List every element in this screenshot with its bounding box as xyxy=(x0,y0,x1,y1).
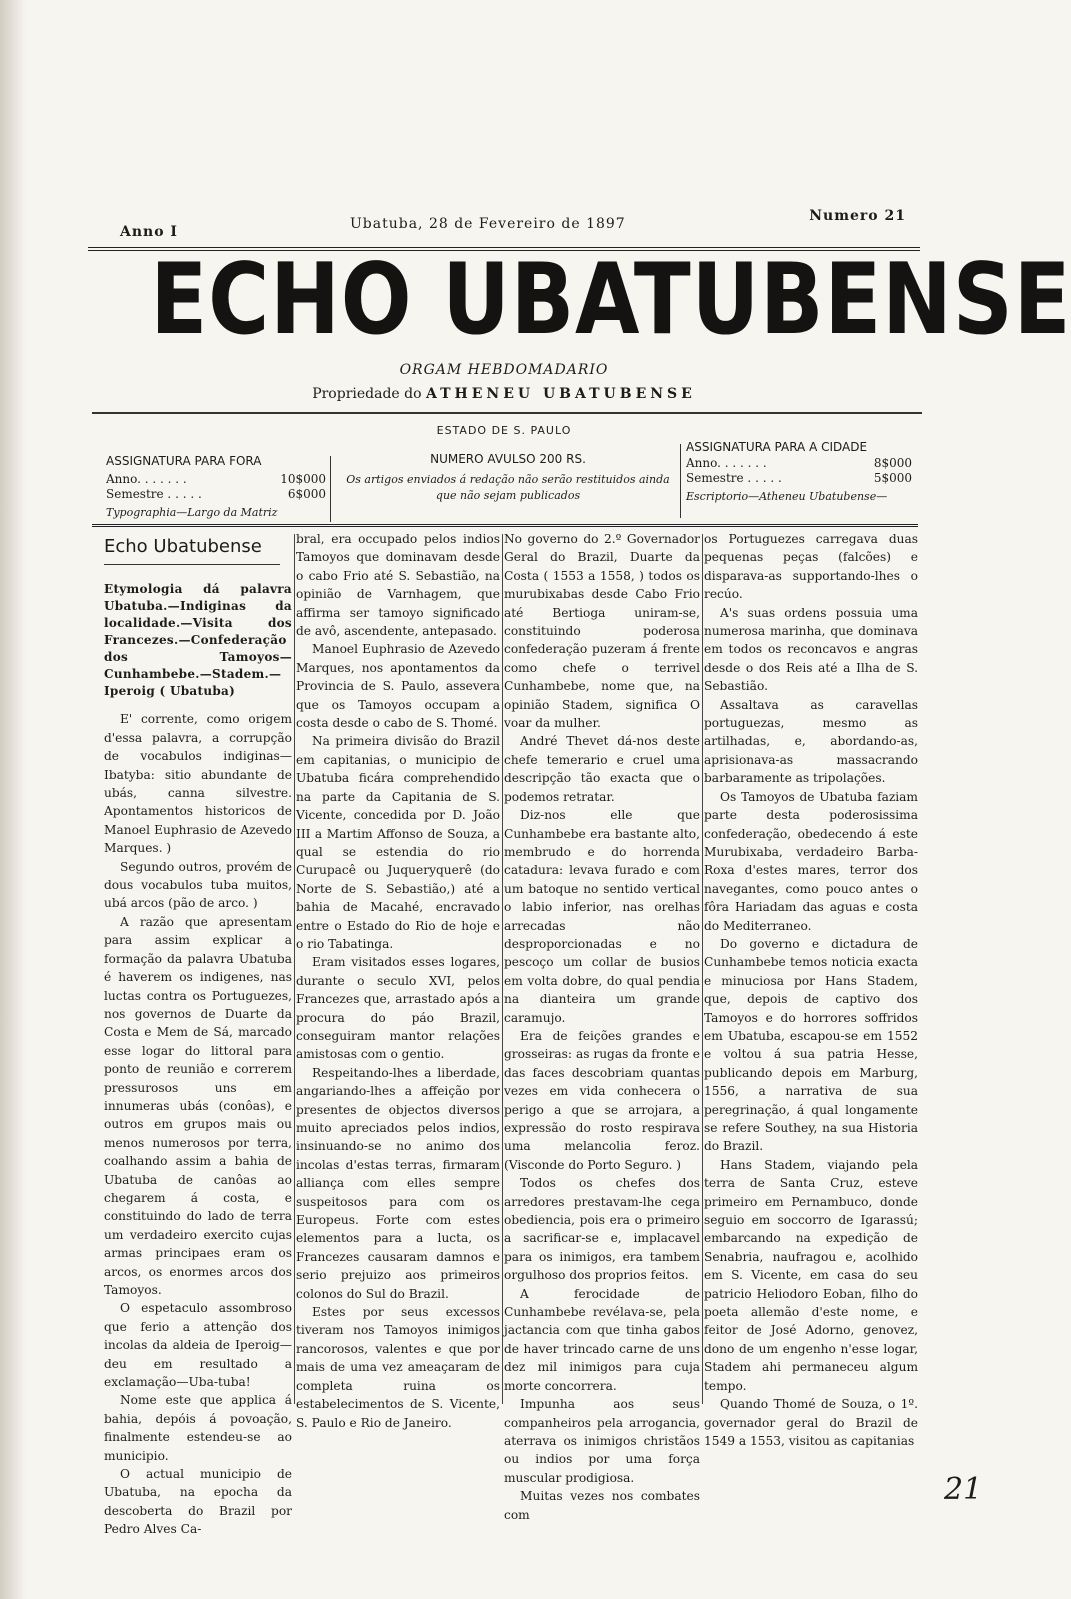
subscription-fora xyxy=(106,454,326,519)
avulso-note: Os artigos enviados á redação não serão restituidos ainda que não sejam publicados xyxy=(346,473,670,502)
paragraph: Era de feições grandes e grosseiras: as rugas da fronte e das faces descobriam quantas vezes em vida conhecera o perigo a que se arrojara, a expressão do rosto respirava uma melancolia feroz. (Visconde do Porto Seguro. ) xyxy=(504,1028,700,1172)
fora-anno-label: Anno. . . . . . . xyxy=(106,472,187,486)
cidade-anno-row xyxy=(686,456,912,471)
paragraph: A ferocidade de Cunhambebe revélava-se, pela jactancia com que tinha gabos de haver trincado carne de uns dez mil inimigos para cuja morte concorrera. xyxy=(504,1286,700,1393)
masthead-title: ECHO UBATUBENSE xyxy=(150,243,1071,357)
paragraph: Estes por seus excessos tiveram nos Tamoyos inimigos rancorosos, valentes e que por mais de uma vez ameaçaram de completa ruina os estabelecimentos de S. Vicente, S. Paulo e Rio de Janeiro. xyxy=(296,1305,500,1430)
paragraph: Do governo e dictadura de Cunhambebe temos noticia exacta e minuciosa por Hans Stadem, que, depois de captivo dos Tamoyos e do horrores soffridos em Ubatuba, escapou-se em 1552 e voltou á sua patria Hesse, publicando depois em Marburg, 1556, a narrativa de sua peregrinação, á qual longamente se refere Southey, na sua Historia do Brazil. xyxy=(704,936,918,1154)
column-divider xyxy=(294,534,295,1404)
column-divider xyxy=(502,534,503,1404)
subscription-divider-1 xyxy=(330,456,331,522)
cidade-semestre-label: Semestre . . . . . xyxy=(686,471,782,485)
subscription-box xyxy=(106,440,914,524)
paragraph: Respeitando-lhes a liberdade, angariando-lhes a affeição por presentes de objectos diversos muito apreciados pelos indios, insinuando-se no animo dos incolas d'estas terras, firmaram alliança com elles sempre suspeitosos para com os Europeus. Forte com estes elementos para a lucta, os Francezes causaram damnos e serio prejuizo aos primeiros colonos do Sul do Brazil. xyxy=(296,1065,500,1301)
column-1 xyxy=(104,530,292,1537)
paragraph: Manoel Euphrasio de Azevedo Marques, nos apontamentos da Provincia de S. Paulo, assevera que os Tamoyos occupam a costa desde o cabo de S. Thomé. xyxy=(296,642,500,731)
cidade-heading: ASSIGNATURA PARA A CIDADE xyxy=(686,440,868,454)
subscription-divider-2 xyxy=(680,444,681,518)
masthead-rule xyxy=(92,412,922,414)
paragraph: Hans Stadem, viajando pela terra de Santa Cruz, esteve primeiro em Pernambuco, donde seguio em soccorro de Igarassú; embarcando na expedição de Senabria, naufragou e, acolhido em S. Vicente, em casa do seu patricio Heliodoro Eoban, filho do poeta allemão d'este nome, e feitor de José Adorno, genovez, dono de um engenho n'esse logar, Stadem ahi permaneceu algum tempo. xyxy=(704,1157,918,1393)
column-4 xyxy=(704,530,918,1448)
column-divider xyxy=(702,534,703,1404)
fora-semestre-row xyxy=(106,487,326,502)
paragraph: No governo do 2.º Governador Geral do Brazil, Duarte da Costa ( 1553 a 1558, ) todos os murubixabas desde Cabo Frio até Bertioga uniram-se, constituindo poderosa confederação puzeram á frente como chefe o terrivel Cunhambebe, nome que, na opinião Stadem, significa O voar da mulher. xyxy=(504,532,700,731)
owner-name: ATHENEU UBATUBENSE xyxy=(426,386,696,402)
issue-number: Numero 21 xyxy=(809,208,906,224)
paragraph: Eram visitados esses logares, durante o seculo XVI, pelos Francezes que, arrastado após a procura do páo Brazil, conseguiram mantor relações amistosas com o gentio. xyxy=(296,955,500,1062)
fora-anno-value: 10$000 xyxy=(280,472,326,486)
paragraph: O espetaculo assombroso que ferio a attenção dos incolas da aldeia de Iperoig—deu em resultado a exclamação—Uba-tuba! xyxy=(104,1301,292,1390)
paragraph: Impunha aos seus companheiros pela arrogancia, aterrava os inimigos christãos ou indios por uma força muscular prodigiosa. xyxy=(504,1397,700,1485)
avulso-heading: NUMERO AVULSO 200 RS. xyxy=(430,452,586,466)
paragraph: Diz-nos elle que Cunhambebe era bastante alto, membrudo e do horrenda catadura: levava furado e com um batoque no sentido vertical o labio inferior, nas orelhas arrecadas não desproporcionadas e no pescoço um collar de busios em volta dobre, do qual pendia na dianteira um grande caramujo. xyxy=(504,808,700,1025)
columns-top-rule xyxy=(92,524,918,527)
paragraph: A's suas ordens possuia uma numerosa marinha, que dominava em todos os reconcavos e angras desde o dos Reis até a Ilha de S. Sebastião. xyxy=(704,605,918,694)
fora-heading: ASSIGNATURA PARA FORA xyxy=(106,454,262,468)
handwritten-page-number: 21 xyxy=(944,1472,983,1507)
cidade-anno-value: 8$000 xyxy=(873,456,912,470)
paragraph: Muitas vezes nos combates com xyxy=(504,1489,700,1522)
cidade-anno-label: Anno. . . . . . . xyxy=(686,456,767,470)
paragraph: Os Tamoyos de Ubatuba faziam parte desta poderosissima confederação, obedecendo á este Murubixaba, verdadeiro Barba-Roxa d'estes mares, terror dos navegantes, como pouco antes o fôra Hariadam das aguas e costa do Mediterraneo. xyxy=(704,789,918,933)
anno-label: Anno I xyxy=(120,224,178,240)
paragraph: Quando Thomé de Souza, o 1º. governador geral do Brazil de 1549 a 1553, visitou as capitanias xyxy=(704,1397,918,1448)
paragraph: O actual municipio de Ubatuba, na epocha da descoberta do Brazil por Pedro Alves Ca- xyxy=(104,1467,292,1537)
column-2 xyxy=(296,530,500,1430)
estado-label: ESTADO DE S. PAULO xyxy=(436,424,572,437)
top-meta xyxy=(88,208,918,240)
issue-date: Ubatuba, 28 de Fevereiro de 1897 xyxy=(350,216,626,232)
page-shadow xyxy=(0,0,26,1599)
paragraph: A razão que apresentam para assim explicar a formação da palavra Ubatuba é haverem os indigenes, nas luctas contra os Portuguezes, nos governos de Duarte da Costa e Mem de Sá, marcado esse logar do littoral para ponto de reunião e correrem pressurosos uns em innumeras ubás (conôas), e outros em grupos mais ou menos numerosos por terra, coalhando assim a bahia de Ubatuba de canôas ao chegarem á costa, e constituindo do lado de terra um verdadeiro exercito cujas armas principaes eram os arcos, os enormes arcos dos Tamoyos. xyxy=(104,914,292,1297)
article-heading: Echo Ubatubense xyxy=(104,536,262,557)
typographia-line: Typographia—Largo da Matriz xyxy=(106,506,278,519)
article-columns xyxy=(88,530,918,1537)
article-summary: Etymologia dá palavra Ubatuba.—Indiginas da localidade.—Visita dos Francezes.—Confederação dos Tamoyos—Cunhambebe.—Stadem.— Iperoig ( Ubatuba) xyxy=(104,582,292,699)
subscription-cidade xyxy=(686,440,912,503)
owner-prefix: Propriedade do xyxy=(312,386,422,402)
column-3 xyxy=(504,530,700,1522)
heading-rule xyxy=(104,564,280,565)
masthead-owner xyxy=(88,386,920,402)
fora-semestre-value: 6$000 xyxy=(287,487,326,501)
cidade-semestre-row xyxy=(686,471,912,486)
paragraph: André Thevet dá-nos deste chefe temerario e cruel uma descripção tão exacta que o podemos retratar. xyxy=(504,734,700,804)
fora-semestre-label: Semestre . . . . . xyxy=(106,487,202,501)
paragraph: bral, era occupado pelos indios Tamoyos que dominavam desde o cabo Frio até S. Sebastião, na opinião de Varnhagem, que affirma ser tamoyo significado de avô, ascendente, antepasado. xyxy=(296,532,500,639)
escriptorio-line: Escriptorio—Atheneu Ubatubense— xyxy=(686,490,888,503)
paragraph: E' corrente, como origem d'essa palavra, a corrupção de vocabulos indiginas—Ibatyba: sitio abundante de ubás, canna silvestre. Apontamentos historicos de Manoel Euphrasio de Azevedo Marques. ) xyxy=(104,712,292,856)
masthead-subtitle: ORGAM HEBDOMADARIO xyxy=(399,362,609,378)
paragraph: Nome este que applica á bahia, depóis á povoação, finalmente estendeu-se ao municipio. xyxy=(104,1393,292,1463)
paragraph: Na primeira divisão do Brazil em capitanias, o municipio de Ubatuba ficára comprehendido na parte da Capitania de S. Vicente, concedida por D. João III a Martim Affonso de Souza, a qual se estendia do rio Curupacê ou Juqueryquerê (do Norte de S. Sebastião,) até a bahia de Macahé, encravado entre o Estado do Rio de hoje e o rio Tabatinga. xyxy=(296,734,500,951)
subscription-avulso xyxy=(338,452,678,504)
paragraph: os Portuguezes carregava duas pequenas peças (falcões) e disparava-as supportando-lhes o recúo. xyxy=(704,532,918,602)
paragraph: Todos os chefes dos arredores prestavam-lhe cega obediencia, pois era o primeiro a sacrificar-se e, implacavel para os inimigos, era tambem orgulhoso dos proprios feitos. xyxy=(504,1176,700,1283)
paragraph: Segundo outros, provém de dous vocabulos tuba muitos, ubá arcos (pão de arco. ) xyxy=(104,859,292,911)
cidade-semestre-value: 5$000 xyxy=(873,471,912,485)
fora-anno-row xyxy=(106,472,326,487)
paragraph: Assaltava as caravellas portuguezas, mesmo as artilhadas, e, abordando-as, aprisionava-as massacrando barbaramente as tripolações. xyxy=(704,697,918,786)
